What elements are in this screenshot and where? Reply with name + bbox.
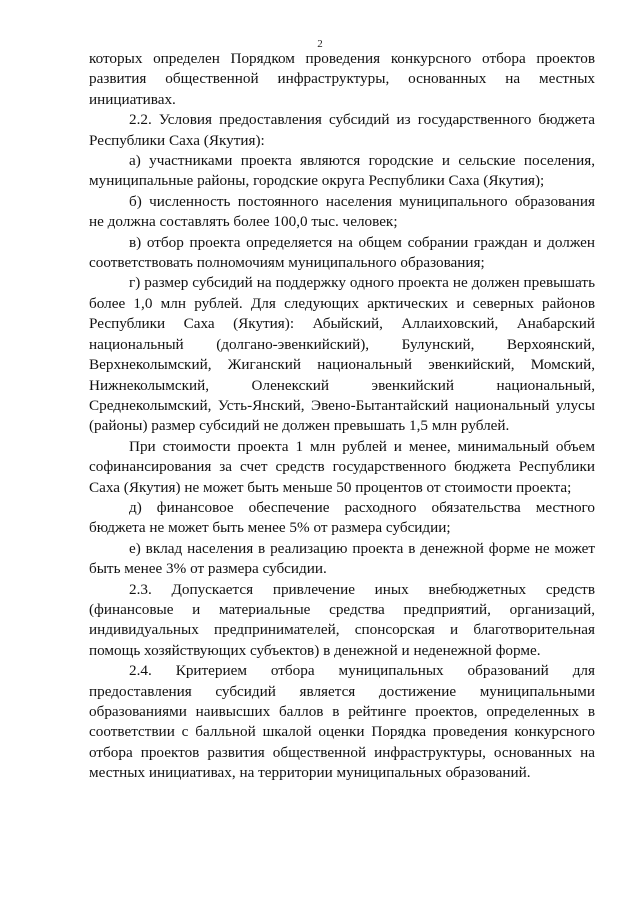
paragraph-2-2-v: в) отбор проекта определяется на общем собрании граждан и должен соответствовать полномочиям муниципального образования; <box>89 233 595 272</box>
paragraph-2-3: 2.3. Допускается привлечение иных внебюджетных средств (финансовые и материальные средства предприятий, организаций, индивидуальных предпринимателей, спонсорская и благотворительная помощь хозяйствующих субъектов) в денежной и неденежной форме. <box>89 580 595 659</box>
paragraph-2-2-g: г) размер субсидий на поддержку одного проекта не должен превышать более 1,0 млн рублей. Для следующих арктических и северных районов Республики Саха (Якутия): Абыйский, Аллаиховский, Анабарский национальный (долгано-эвенкийский), Булунский, Верхоянский, Верхнеколымский, Жиганский национальный эвенкийский, Момский, Нижнеколымский, Оленекский эвенкийский национальный, Среднеколымский, Усть-Янский, Эвено-Бытантайский национальный улусы (районы) размер субсидий не должен превышать 1,5 млн рублей. <box>89 274 595 435</box>
paragraph-2-2-e: е) вклад населения в реализацию проекта в денежной форме не может быть менее 3% от размера субсидии. <box>89 539 595 578</box>
page-number: 2 <box>317 38 323 50</box>
paragraph-2-2: 2.2. Условия предоставления субсидий из государственного бюджета Республики Саха (Якутия): <box>89 111 595 149</box>
paragraph-continuation: которых определен Порядком проведения конкурсного отбора проектов развития общественной инфраструктуры, основанных на местных инициативах. <box>89 50 595 108</box>
paragraph-2-2-b: б) численность постоянного населения муниципального образования не должна составлять более 100,0 тыс. человек; <box>89 192 595 231</box>
paragraph-cofinancing: При стоимости проекта 1 млн рублей и менее, минимальный объем софинансирования за счет средств государственного бюджета Республики Саха (Якутия) не может быть меньше 50 процентов от стоимости проекта; <box>89 437 595 496</box>
paragraph-2-2-a: а) участниками проекта являются городские и сельские поселения, муниципальные районы, городские округа Республики Саха (Якутия); <box>89 152 595 190</box>
paragraph-2-4: 2.4. Критерием отбора муниципальных образований для предоставления субсидий является достижение муниципальными образованиями наивысших баллов в рейтинге проектов, определенных в соответствии с балльной шкалой оценки Порядка проведения конкурсного отбора проектов развития общественной инфраструктуры, основанных на местных инициативах, на территории муниципальных образований. <box>89 662 595 782</box>
document-body <box>89 49 595 784</box>
paragraph-2-2-d: д) финансовое обеспечение расходного обязательства местного бюджета не может быть менее 5% от размера субсидии; <box>89 498 595 537</box>
